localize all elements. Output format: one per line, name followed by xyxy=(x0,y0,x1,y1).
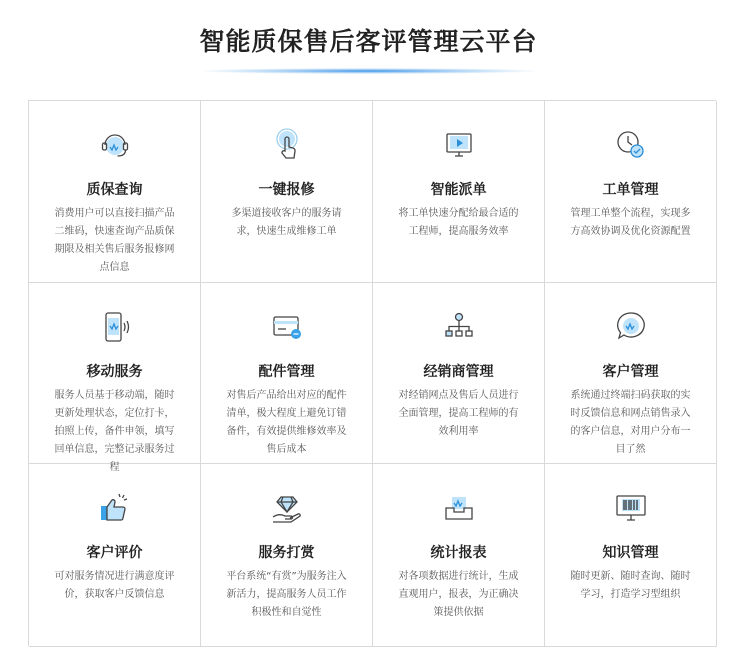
feature-title: 服务打赏 xyxy=(258,545,315,561)
feature-card-statistics-report[interactable] xyxy=(373,464,545,647)
screen-play-icon xyxy=(441,127,477,163)
headset-icon xyxy=(97,127,133,163)
feature-title: 经销商管理 xyxy=(423,364,494,380)
feature-title: 统计报表 xyxy=(430,545,487,561)
title-underline xyxy=(200,68,537,74)
feature-card-mobile-service[interactable] xyxy=(29,283,201,473)
feature-title: 知识管理 xyxy=(602,545,659,561)
feature-card-one-click-repair[interactable] xyxy=(201,101,373,283)
inbox-icon xyxy=(441,490,477,526)
feature-card-warranty-query[interactable] xyxy=(29,101,201,283)
card-minus-icon xyxy=(269,309,305,345)
feature-title: 配件管理 xyxy=(258,364,315,380)
thumbs-up-icon xyxy=(97,490,133,526)
feature-title: 智能派单 xyxy=(430,182,487,198)
feature-title: 工单管理 xyxy=(602,182,659,198)
org-tree-icon xyxy=(441,309,477,345)
feature-description: 对经销网点及售后人员进行全面管理，提高工程师的有效利用率 xyxy=(398,390,519,437)
feature-description: 随时更新、随时查询、随时学习，打造学习型组织 xyxy=(570,571,691,600)
feature-grid xyxy=(28,100,716,646)
feature-card-customer-management[interactable] xyxy=(545,283,717,464)
feature-description: 对各项数据进行统计，生成直观用户，报表，为正确决策提供依据 xyxy=(398,571,519,618)
feature-title: 客户评价 xyxy=(86,545,143,561)
mobile-signal-icon xyxy=(97,309,133,345)
feature-description: 消费用户可以直接扫描产品二维码，快速查询产品质保期限及相关售后服务报修网点信息 xyxy=(54,208,175,273)
feature-card-ticket-management[interactable] xyxy=(545,101,717,283)
feature-title: 客户管理 xyxy=(602,364,659,380)
feature-card-parts-management[interactable] xyxy=(201,283,373,464)
feature-card-smart-dispatch[interactable] xyxy=(373,101,545,283)
feature-title: 一键报修 xyxy=(258,182,315,198)
feature-card-customer-review[interactable] xyxy=(29,464,201,647)
feature-description: 将工单快速分配给最合适的工程师，提高服务效率 xyxy=(398,208,519,237)
chat-bubble-icon xyxy=(613,309,649,345)
feature-title: 移动服务 xyxy=(86,364,143,380)
barcode-monitor-icon xyxy=(613,490,649,526)
feature-card-dealer-management[interactable] xyxy=(373,283,545,464)
clock-check-icon xyxy=(613,127,649,163)
feature-description: 多渠道接收客户的服务请求，快速生成维修工单 xyxy=(231,208,342,237)
feature-description: 系统通过终端扫码获取的实时反馈信息和网点销售录入的客户信息，对用户分布一目了然 xyxy=(570,390,691,455)
tap-finger-icon xyxy=(269,127,305,163)
feature-description: 可对服务情况进行满意度评价，获取客户反馈信息 xyxy=(54,571,175,600)
diamond-hand-icon xyxy=(269,490,305,526)
page-title: 智能质保售后客评管理云平台 xyxy=(199,27,538,56)
feature-title: 质保查询 xyxy=(86,182,143,198)
feature-description: 服务人员基于移动端，随时更新处理状态，定位打卡，拍照上传，备件申领，填写回单信息，完整记录服务过程 xyxy=(54,390,175,473)
feature-description: 平台系统“有赏”为服务注入新活力，提高服务人员工作积极性和自觉性 xyxy=(226,571,347,618)
feature-description: 对售后产品给出对应的配件清单，极大程度上避免订错备件，有效提供维修效率及售后成本 xyxy=(226,390,347,455)
feature-card-service-reward[interactable] xyxy=(201,464,373,647)
feature-description: 管理工单整个流程，实现多方高效协调及优化资源配置 xyxy=(570,208,691,237)
feature-card-knowledge-management[interactable] xyxy=(545,464,717,647)
